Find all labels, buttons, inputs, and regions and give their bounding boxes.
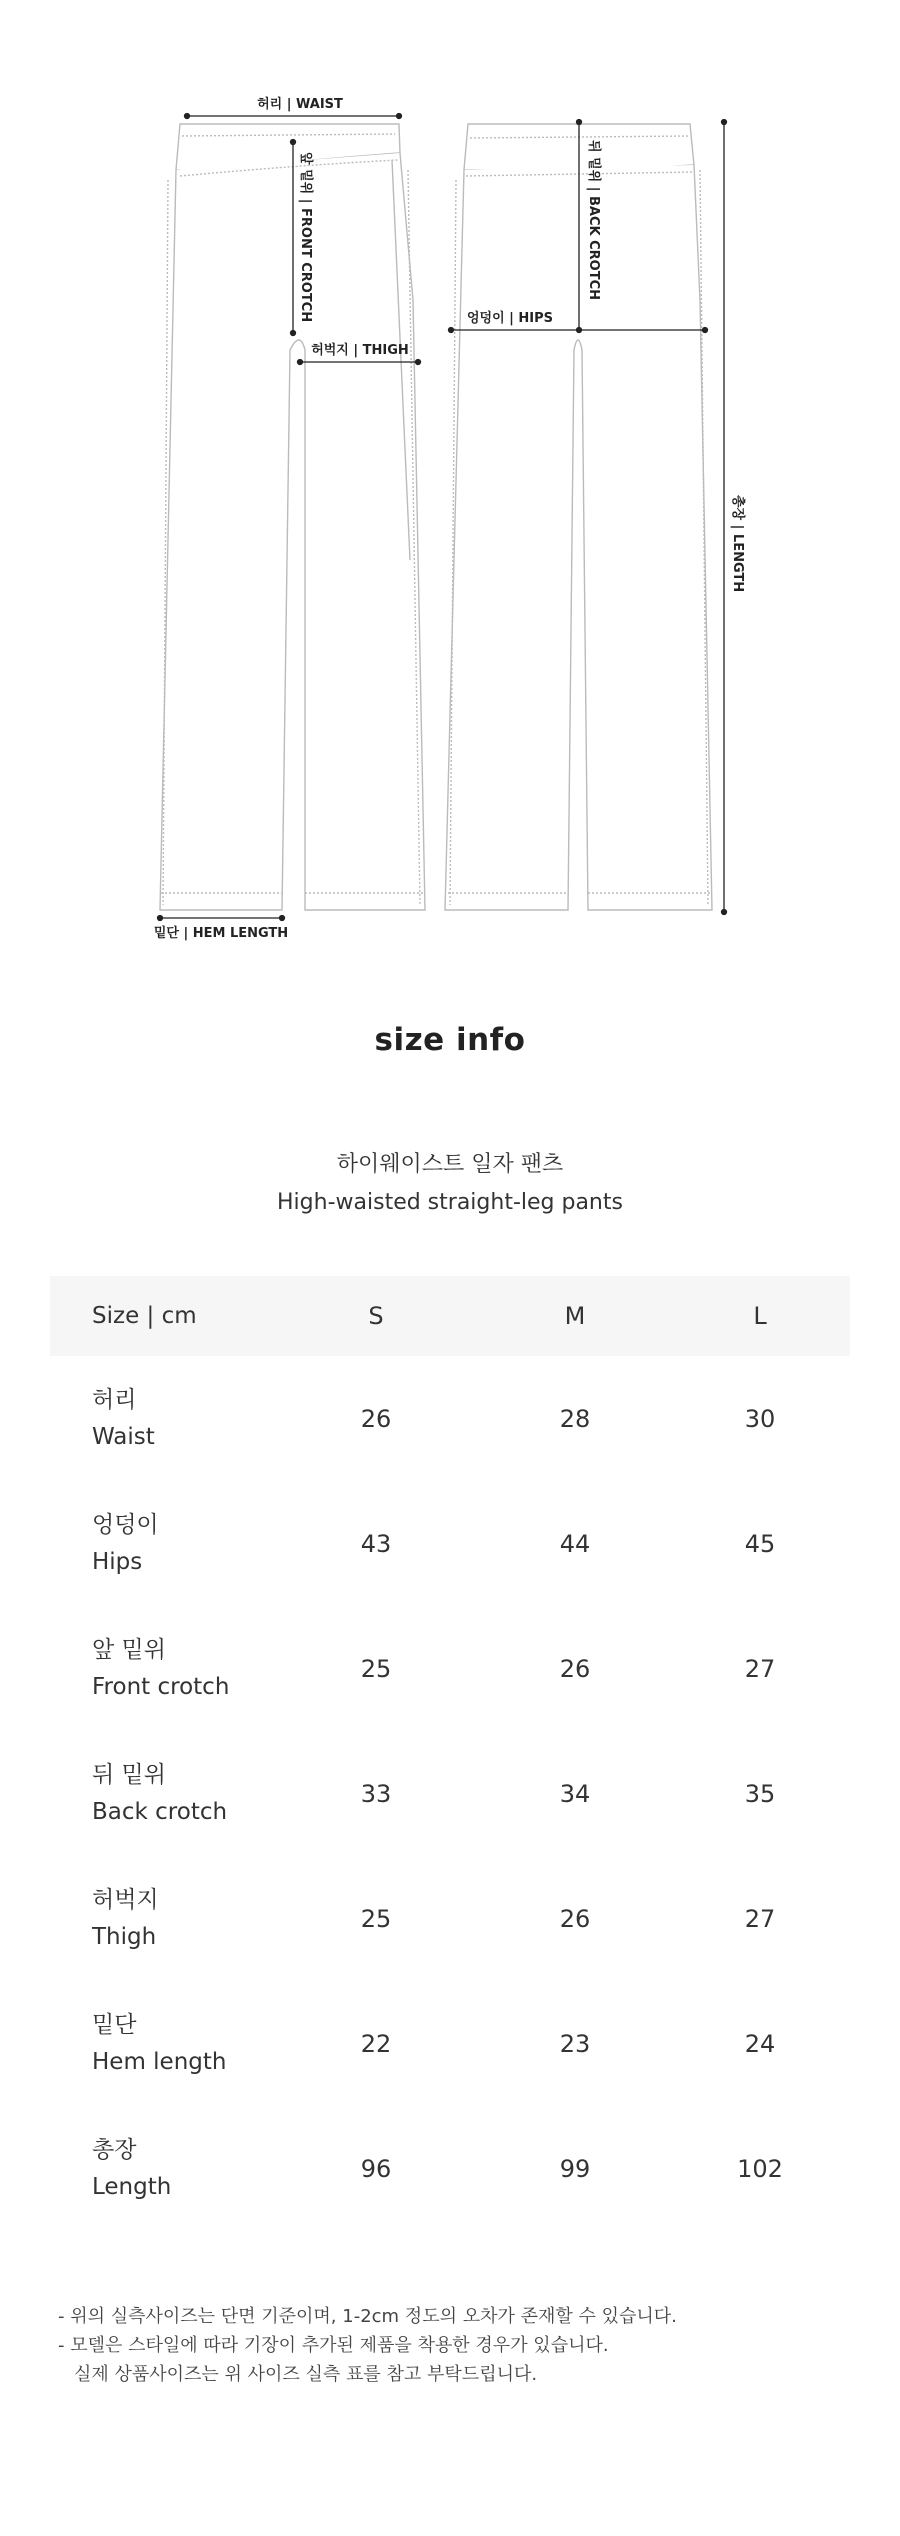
header-m: M: [564, 1302, 586, 1330]
row-label-en: Hips: [92, 1548, 143, 1575]
front-crotch-label: 앞 밑위 | FRONT CROTCH: [298, 152, 313, 323]
row-label: [50, 1507, 336, 1581]
hips-label: 엉덩이 | HIPS: [466, 311, 554, 326]
product-name: [0, 1146, 900, 1222]
value-l: 30: [744, 1404, 776, 1433]
waist-label: 허리 | WAIST: [257, 97, 343, 112]
row-label-en: Thigh: [92, 1923, 157, 1950]
row-label: [50, 1632, 336, 1706]
back-crotch-label: 뒤 밑위 | BACK CROTCH: [586, 140, 601, 300]
value-l: 24: [744, 2029, 776, 2058]
section-title: size info: [374, 1022, 526, 1058]
value-s: 96: [360, 2154, 392, 2183]
note-line: - 모델은 스타일에 따라 기장이 추가된 제품을 착용한 경우가 있습니다.: [58, 2335, 609, 2356]
length-label: 총장 | LENGTH: [730, 495, 745, 593]
value-s: 26: [360, 1404, 392, 1433]
value-m: 26: [559, 1904, 591, 1933]
row-label-en: Length: [92, 2173, 172, 2200]
product-name-en: High-waisted straight-leg pants: [277, 1190, 623, 1215]
value-m: 44: [559, 1529, 591, 1558]
value-l: 102: [737, 2154, 783, 2183]
row-label: [50, 2132, 336, 2206]
row-label-ko: 허벅지: [92, 1886, 159, 1913]
row-label-ko: 뒤 밑위: [92, 1761, 166, 1788]
row-label-en: Waist: [92, 1423, 155, 1450]
size-table-header: [50, 1276, 850, 1356]
row-label-en: Hem length: [92, 2048, 227, 2075]
value-l: 45: [744, 1529, 776, 1558]
size-table: [50, 1276, 850, 2231]
value-s: 43: [360, 1529, 392, 1558]
row-label: [50, 1757, 336, 1831]
value-m: 28: [559, 1404, 591, 1433]
hem-label: 밑단 | HEM LENGTH: [153, 926, 289, 941]
value-m: 26: [559, 1654, 591, 1683]
row-label: [50, 1882, 336, 1956]
table-row-length: [50, 2106, 850, 2231]
table-row-hem-length: [50, 1981, 850, 2106]
value-s: 25: [360, 1654, 392, 1683]
value-m: 99: [559, 2154, 591, 2183]
size-notes: [58, 2302, 858, 2389]
value-m: 23: [559, 2029, 591, 2058]
table-row-thigh: [50, 1856, 850, 1981]
table-row-back-crotch: [50, 1731, 850, 1856]
product-name-ko: 하이웨이스트 일자 팬츠: [336, 1152, 564, 1177]
row-label-ko: 엉덩이: [92, 1511, 159, 1538]
row-label-ko: 총장: [92, 2136, 137, 2163]
table-row-waist: [50, 1356, 850, 1481]
row-label-en: Front crotch: [92, 1673, 230, 1700]
header-s: S: [368, 1302, 384, 1330]
row-label: [50, 2007, 336, 2081]
value-l: 27: [744, 1654, 776, 1683]
table-row-hips: [50, 1481, 850, 1606]
value-s: 22: [360, 2029, 392, 2058]
value-l: 27: [744, 1904, 776, 1933]
pants-diagram: [0, 0, 900, 960]
row-label-ko: 앞 밑위: [92, 1636, 166, 1663]
header-l: L: [753, 1302, 767, 1330]
table-row-front-crotch: [50, 1606, 850, 1731]
note-line: 실제 상품사이즈는 위 사이즈 실측 표를 참고 부탁드립니다.: [74, 2364, 538, 2385]
measurement-diagram: [0, 0, 900, 960]
row-label-ko: 허리: [92, 1386, 137, 1413]
row-label: [50, 1382, 336, 1456]
header-size-unit: Size | cm: [92, 1302, 197, 1329]
note-line: - 위의 실측사이즈는 단면 기준이며, 1-2cm 정도의 오차가 존재할 수 있습니다.: [58, 2306, 677, 2327]
value-s: 25: [360, 1904, 392, 1933]
row-label-en: Back crotch: [92, 1798, 228, 1825]
value-l: 35: [744, 1779, 776, 1808]
row-label-ko: 밑단: [92, 2011, 137, 2038]
value-m: 34: [559, 1779, 591, 1808]
value-s: 33: [360, 1779, 392, 1808]
thigh-label: 허벅지 | THIGH: [311, 343, 409, 358]
